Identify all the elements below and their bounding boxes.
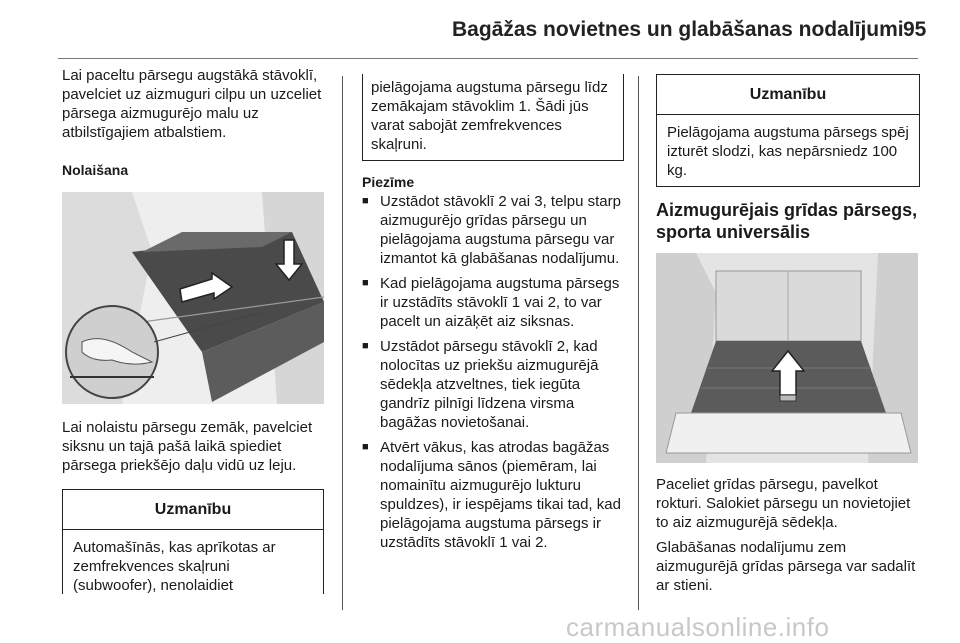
watermark: carmanualsonline.info — [566, 612, 830, 642]
caution-box-subwoofer — [62, 489, 324, 594]
note-label: Piezīme — [362, 174, 415, 190]
subheading-lowering: Nolaišana — [62, 162, 129, 178]
caution-text: Automašīnās, kas aprīkotas ar zemfrekvences skaļruni (subwoofer), nenolaidiet — [73, 539, 276, 594]
caution-box-load — [656, 74, 920, 187]
page-number: 95 — [903, 18, 927, 41]
note-item: ■ Uzstādot stāvoklī 2 vai 3, telpu starp aizmugurējo grīdas pārsegu un pielāgojama augstuma pārsegu var izmantot kā glabāšanas nodalījumu. — [362, 192, 624, 268]
column-2 — [362, 66, 624, 558]
caution-continued-text: pielāgojama augstuma pārsegu līdz zemākajam stāvoklim 1. Šādi jūs varat sabojāt zemfrekvences skaļruni. — [371, 79, 608, 153]
floor-cover-illustration — [656, 253, 918, 463]
column-divider-1 — [342, 76, 343, 610]
caution-title: Uzmanību — [657, 75, 919, 115]
column-divider-2 — [638, 76, 639, 610]
note-list — [362, 192, 624, 552]
lowering-paragraph: Lai nolaistu pārsegu zemāk, pavelciet siksnu un tajā pašā laikā spiediet pārsega priekšējo daļu vidū uz leju. — [62, 419, 313, 474]
floor-cover-paragraph-1: Paceliet grīdas pārsegu, pavelkot rokturi. Salokiet pārsegu un novietojiet to aiz aizmugurējā sēdekļa. — [656, 476, 911, 531]
caution-text: Pielāgojama augstuma pārsegs spēj izturēt slodzi, kas nepārsniedz 100 kg. — [667, 124, 909, 179]
column-1 — [62, 66, 324, 594]
column-3 — [656, 66, 920, 595]
caution-title: Uzmanību — [63, 490, 323, 530]
cover-lowering-illustration — [62, 192, 324, 404]
figure-cover-lowering — [62, 192, 324, 404]
floor-cover-paragraph-2: Glabāšanas nodalījumu zem aizmugurējā grīdas pārsega var sadalīt ar stieni. — [656, 539, 916, 594]
page-header — [0, 0, 960, 60]
intro-paragraph: Lai paceltu pārsegu augstākā stāvoklī, pavelciet uz aizmuguri cilpu un uzceliet pārsega aizmugurējo malu uz atbilstīgajiem atbalstiem. — [62, 67, 322, 141]
caution-box-continued — [362, 74, 624, 161]
note-item: ■ Atvērt vākus, kas atrodas bagāžas nodalījuma sānos (piemēram, lai nomainītu aizmugurējo lukturu spuldzes), ir iespējams tikai tad, kad pielāgojama augstuma pārsegs ir uzstādīts stāvoklī 1 vai 2. — [362, 438, 624, 552]
note-item: ■ Uzstādot pārsegu stāvoklī 2, kad nolocītas uz priekšu aizmugurējā sēdekļa atzveltnes, tiek iegūta gandrīz pilnīgi līdzena virsma bagāžas novietošanai. — [362, 337, 624, 432]
figure-floor-cover — [656, 253, 918, 463]
section-title: Aizmugurējais grīdas pārsegs, sporta universālis — [656, 200, 918, 242]
note-item: ■ Kad pielāgojama augstuma pārsegs ir uzstādīts stāvoklī 1 vai 2, to var pacelt un aizāķēt aiz siksnas. — [362, 274, 624, 331]
header-divider — [58, 58, 918, 59]
page-title: Bagāžas novietnes un glabāšanas nodalījumi — [452, 18, 904, 41]
